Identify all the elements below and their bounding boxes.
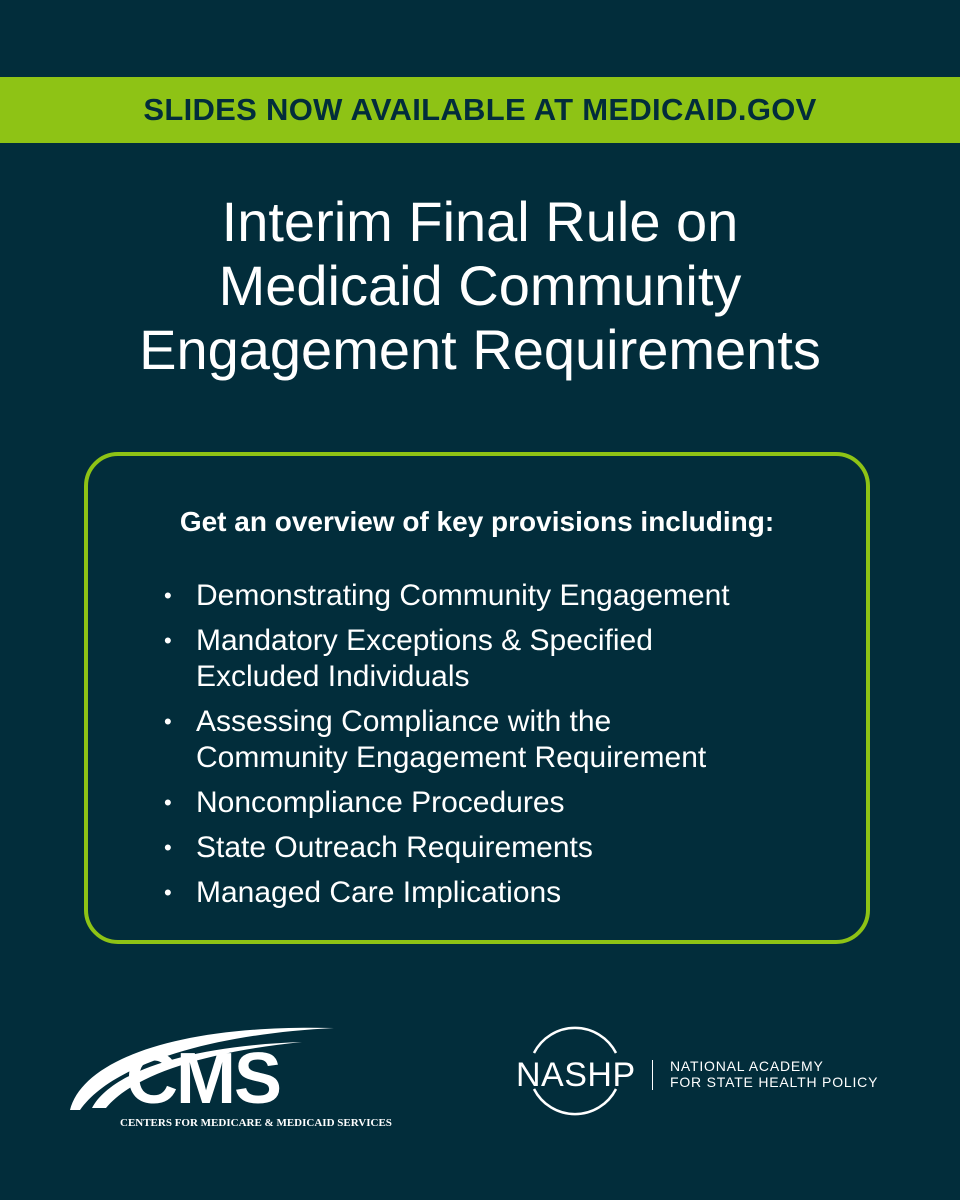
list-item-line: Assessing Compliance with the [196,705,612,738]
banner-text: SLIDES NOW AVAILABLE AT MEDICAID.GOV [143,92,817,127]
bullet-icon: • [164,628,172,653]
nashp-name-line: FOR STATE HEALTH POLICY [670,1074,879,1090]
list-item [164,875,856,911]
nashp-logo [512,1012,892,1137]
list-item-line: State Outreach Requirements [196,831,593,864]
list-item-line: Demonstrating Community Engagement [196,579,730,612]
cms-swoosh-icon [62,1012,392,1132]
list-item-line: Mandatory Exceptions & Specified [196,624,653,657]
nashp-name-line: NATIONAL ACADEMY [670,1058,824,1074]
page-title [0,190,960,382]
list-item [164,785,856,821]
title-line: Engagement Requirements [139,318,821,381]
bullet-icon: • [164,880,172,905]
list-item-line: Excluded Individuals [196,660,470,693]
announcement-banner [0,77,960,143]
list-item-line: Managed Care Implications [196,876,562,909]
title-line: Interim Final Rule on [221,190,739,253]
cms-tagline: CENTERS FOR MEDICARE & MEDICAID SERVICES [120,1117,392,1129]
list-item [164,704,856,776]
panel-heading: Get an overview of key provisions including: [179,506,775,537]
bullet-icon: • [164,790,172,815]
cms-logo [62,1012,392,1132]
bullet-icon: • [164,835,172,860]
bullet-icon: • [164,583,172,608]
nashp-divider [652,1060,653,1090]
provisions-list [164,578,856,920]
provisions-panel [84,452,870,944]
nashp-full-name [670,1058,878,1090]
cms-wordmark: CMS [126,1039,280,1119]
list-item-line: Community Engagement Requirement [196,741,707,774]
title-line: Medicaid Community [218,254,742,317]
bullet-icon: • [164,709,172,734]
list-item [164,578,856,614]
nashp-wordmark: NASHP [516,1056,636,1094]
list-item-line: Noncompliance Procedures [196,786,565,819]
list-item [164,830,856,866]
list-item [164,623,856,695]
